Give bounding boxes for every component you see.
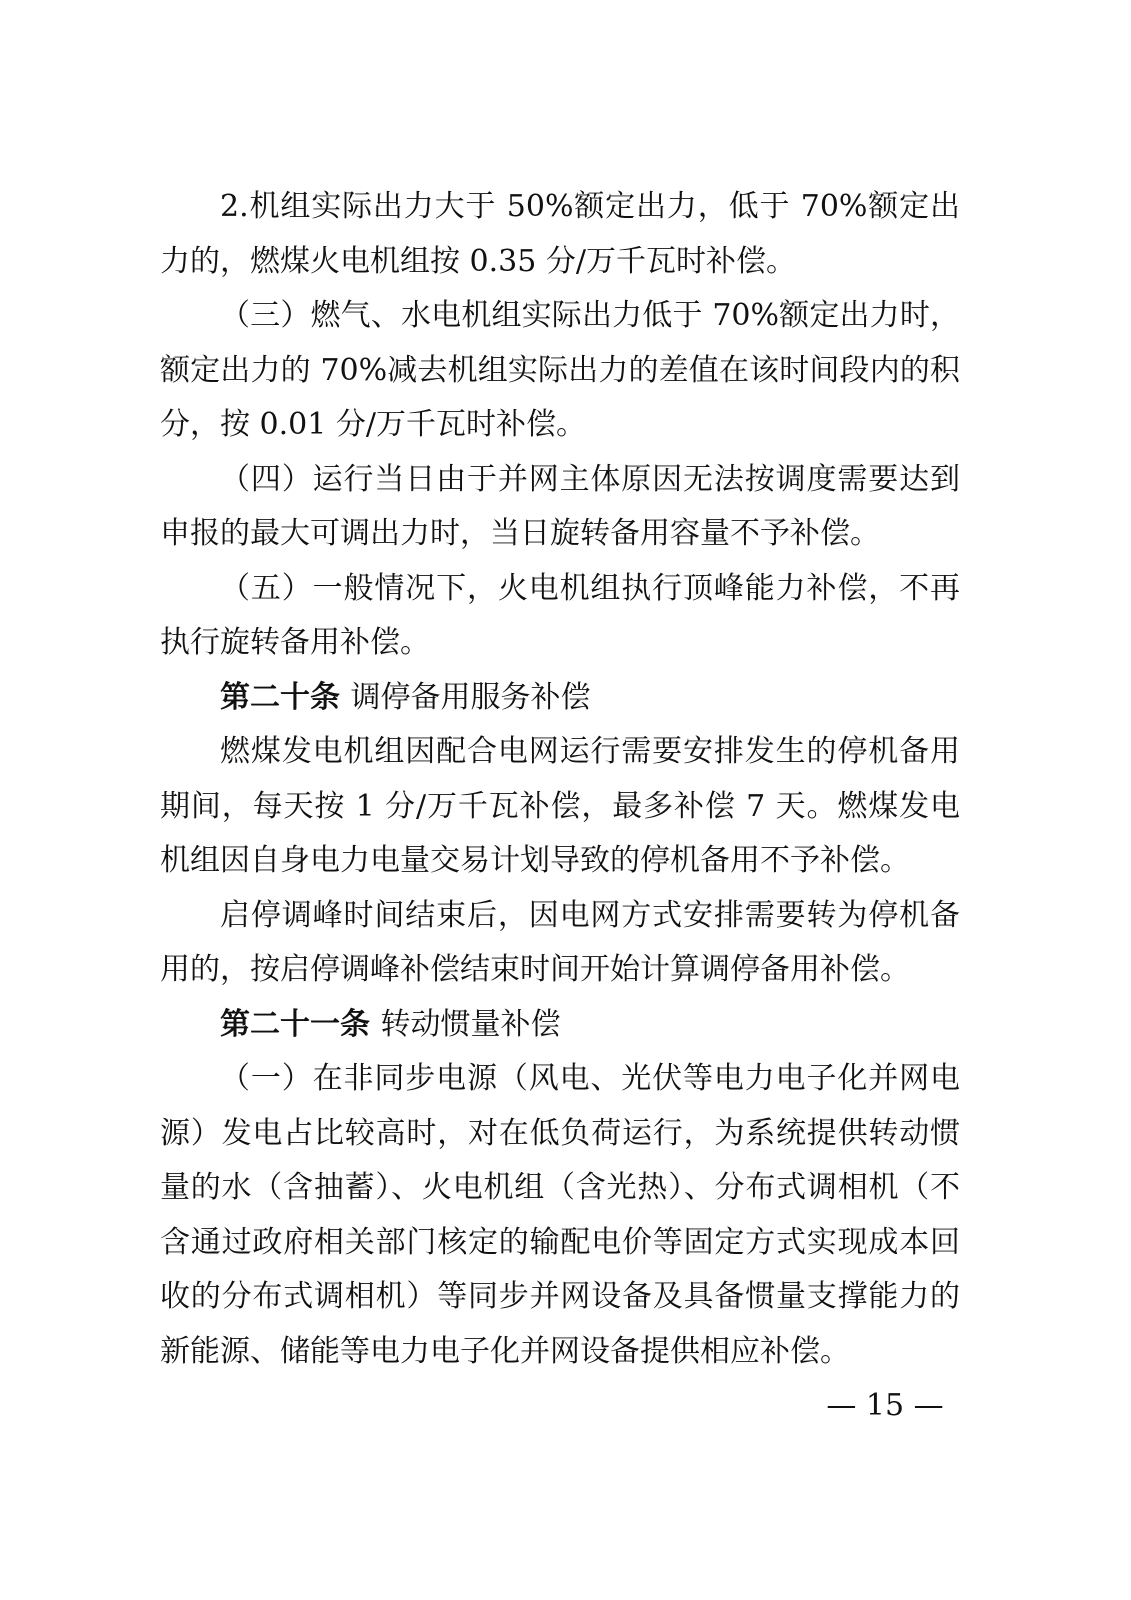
- paragraph-2: [160, 289, 960, 453]
- article-number: 第二十条: [220, 679, 340, 715]
- page-number: — 15 —: [826, 1388, 944, 1423]
- paragraph-3: [160, 453, 960, 562]
- article-heading-21: [160, 998, 960, 1053]
- paragraph-text: （三）燃气、水电机组实际出力低于 70%额定出力时，额定出力的 70%减去机组实际出力的差值在该时间段内的积分，按 0.01 分/万千瓦时补偿。: [160, 298, 960, 442]
- paragraph-7: [160, 889, 960, 998]
- paragraph-text: 2.机组实际出力大于 50%额定出力，低于 70%额定出力的，燃煤火电机组按 0.35 分/万千瓦时补偿。: [160, 189, 960, 279]
- article-heading-20: [160, 671, 960, 726]
- paragraph-text: 燃煤发电机组因配合电网运行需要安排发生的停机备用期间，每天按 1 分/万千瓦补偿，最多补偿 7 天。燃煤发电机组因自身电力电量交易计划导致的停机备用不予补偿。: [160, 734, 960, 878]
- paragraph-text: （四）运行当日由于并网主体原因无法按调度需要达到申报的最大可调出力时，当日旋转备用容量不予补偿。: [160, 461, 960, 551]
- paragraph-9: [160, 1052, 960, 1379]
- paragraph-text: （一）在非同步电源（风电、光伏等电力电子化并网电源）发电占比较高时，对在低负荷运行，为系统提供转动惯量的水（含抽蓄）、火电机组（含光热）、分布式调相机（不含通过政府相关部门核定的输配电价等固定方式实现成本回收的分布式调相机）等同步并网设备及具备惯量支撑能力的新能源、储能等电力电子化并网设备提供相应补偿。: [160, 1061, 960, 1369]
- article-title: 转动惯量补偿: [380, 1006, 561, 1042]
- document-body: [160, 180, 960, 1379]
- paragraph-1: [160, 180, 960, 289]
- paragraph-4: [160, 562, 960, 671]
- article-number: 第二十一条: [220, 1006, 370, 1042]
- paragraph-text: （五）一般情况下，火电机组执行顶峰能力补偿，不再执行旋转备用补偿。: [160, 570, 960, 660]
- article-title: 调停备用服务补偿: [350, 679, 591, 715]
- paragraph-text: 启停调峰时间结束后，因电网方式安排需要转为停机备用的，按启停调峰补偿结束时间开始计算调停备用补偿。: [160, 897, 960, 987]
- paragraph-6: [160, 725, 960, 889]
